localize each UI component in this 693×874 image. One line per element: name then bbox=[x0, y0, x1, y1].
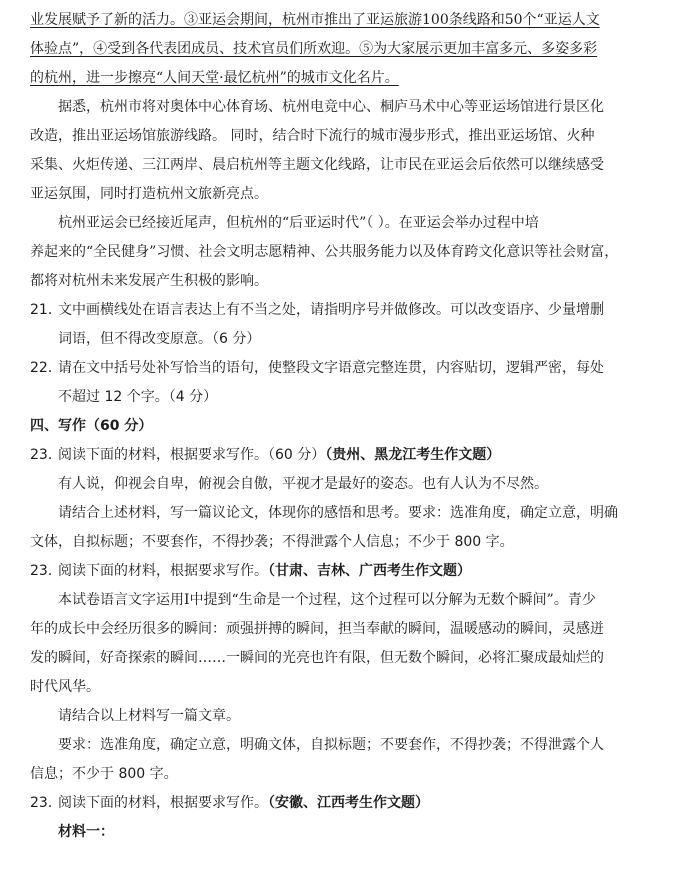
question-21 bbox=[30, 296, 663, 325]
question-stem: 阅读下面的材料，根据要求写作。 bbox=[58, 563, 268, 579]
passage-line: 养起来的“全民健身”习惯、社会文明志愿精神、公共服务能力以及体育跨文化意识等社会财富， bbox=[30, 244, 619, 260]
question-source: （甘肃、吉林、广西考生作文题） bbox=[268, 563, 471, 579]
material-text: 本试卷语言文字运用Ⅰ中提到“生命是一个过程，这个过程可以分解为无数个瞬间”。青少 bbox=[58, 592, 596, 608]
question-number: 23． bbox=[30, 447, 62, 463]
passage-line: 都将对杭州未来发展产生积极的影响。 bbox=[30, 273, 268, 289]
passage-line: 业发展赋予了新的活力。③亚运会期间，杭州市推出了亚运旅游100条线路和50个“亚运人文 bbox=[30, 12, 600, 28]
question-source: （贵州、黑龙江考生作文题） bbox=[325, 447, 501, 463]
question-23-c bbox=[30, 789, 663, 818]
passage-line: 杭州亚运会已经接近尾声，但杭州的“后亚运时代”（ ）。在亚运会举办过程中培 bbox=[58, 215, 539, 231]
question-22 bbox=[30, 354, 663, 383]
material-text: 年的成长中会经历很多的瞬间：顽强拼搏的瞬间，担当奉献的瞬间，温暖感动的瞬间，灵感迸 bbox=[30, 621, 604, 637]
instruction-text: 请结合以上材料写一篇文章。 bbox=[58, 708, 240, 724]
material-text: 时代风华。 bbox=[30, 679, 100, 695]
question-stem: 阅读下面的材料，根据要求写作。（60 分） bbox=[58, 447, 326, 463]
question-stem: 阅读下面的材料，根据要求写作。 bbox=[58, 795, 268, 811]
passage-line: 改造，推出亚运场馆旅游线路。 同时，结合时下流行的城市漫步形式，推出亚运场馆、火种 bbox=[30, 128, 595, 144]
question-23-a bbox=[30, 441, 663, 470]
material-text: 有人说，仰视会自卑，俯视会自傲，平视才是最好的姿态。也有人认为不尽然。 bbox=[58, 476, 548, 492]
requirement-text: 信息；不少于 800 字。 bbox=[30, 766, 178, 782]
question-source: （安徽、江西考生作文题） bbox=[268, 795, 429, 811]
question-number: 21． bbox=[30, 302, 62, 318]
question-text: 文中画横线处在语言表达上有不当之处，请指明序号并做修改。可以改变语序、少量增删 bbox=[58, 302, 604, 318]
requirement-text: 请结合上述材料，写一篇议论文，体现你的感悟和思考。要求：选准角度，确定立意，明确 bbox=[58, 505, 618, 521]
requirement-text: 文体，自拟标题；不要套作，不得抄袭；不得泄露个人信息；不少于 800 字。 bbox=[30, 534, 514, 550]
question-text: 词语，但不得改变原意。（6 分） bbox=[58, 331, 261, 347]
question-number: 23． bbox=[30, 795, 62, 811]
question-text: 请在文中括号处补写恰当的语句，使整段文字语意完整连贯，内容贴切，逻辑严密，每处 bbox=[58, 360, 604, 376]
question-number: 23． bbox=[30, 563, 62, 579]
passage-line: 采集、火炬传递、三江两岸、晨启杭州等主题文化线路，让市民在亚运会后依然可以继续感受 bbox=[30, 157, 604, 173]
question-23-b bbox=[30, 557, 663, 586]
passage-underlined-text: 的杭州，进一步擦亮“人间天堂·最忆杭州”的城市文化名片。 bbox=[30, 70, 399, 86]
passage-line bbox=[30, 64, 663, 93]
question-number: 22． bbox=[30, 360, 62, 376]
material-text: 发的瞬间，好奇探索的瞬间……一瞬间的光亮也许有限，但无数个瞬间，必将汇聚成最灿烂的 bbox=[30, 650, 604, 666]
passage-line: 据悉，杭州市将对奥体中心体育场、杭州电竞中心、桐庐马术中心等亚运场馆进行景区化 bbox=[58, 99, 604, 115]
question-text: 不超过 12 个字。（4 分） bbox=[58, 389, 218, 405]
passage-line: 体验点”，④受到各代表团成员、技术官员们所欢迎。⑤为大家展示更加丰富多元、多姿多彩 bbox=[30, 41, 598, 57]
requirement-text: 要求：选准角度，确定立意，明确文体，自拟标题；不要套作，不得抄袭；不得泄露个人 bbox=[58, 737, 604, 753]
material-label: 材料一： bbox=[58, 824, 114, 840]
passage-line: 亚运氛围，同时打造杭州文旅新亮点。 bbox=[30, 186, 268, 202]
section-title: 四、写作（60 分） bbox=[30, 418, 153, 434]
